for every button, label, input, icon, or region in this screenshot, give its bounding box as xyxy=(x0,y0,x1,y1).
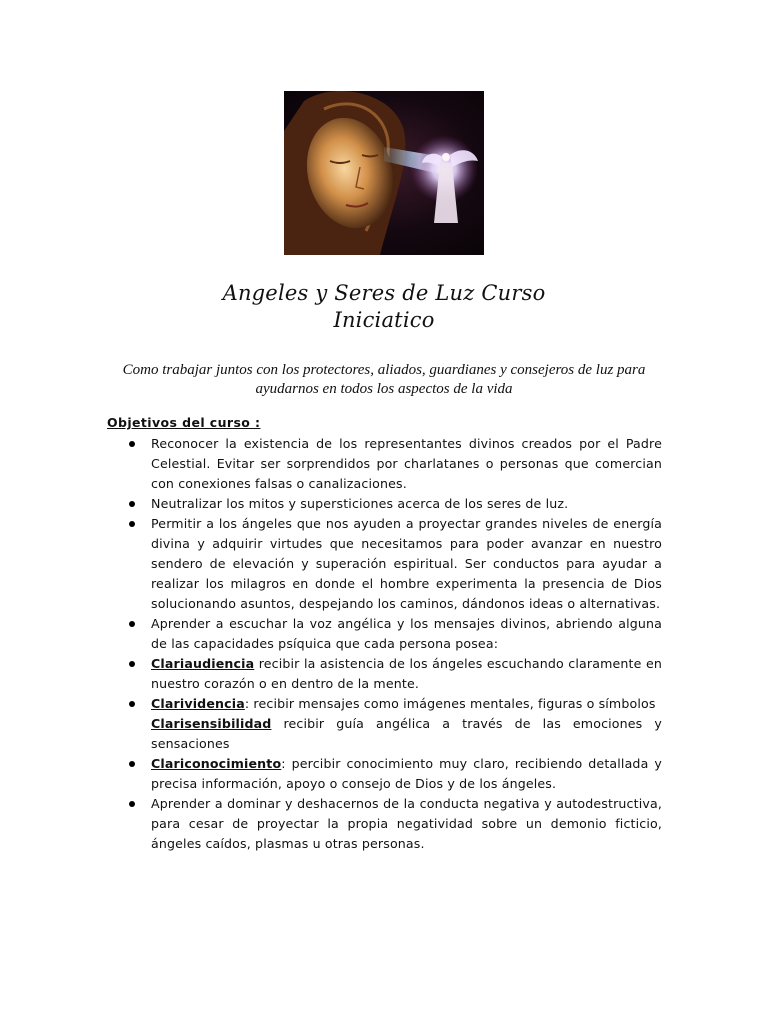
title-line-2: Iniciatico xyxy=(333,308,435,332)
bullet-icon xyxy=(129,761,135,767)
item-text: : percibir conocimiento muy claro, recibiendo detallada y precisa información, apoyo o consejo de Dios y de los ángeles. xyxy=(151,756,662,791)
bullet-icon xyxy=(129,661,135,667)
item-text: : recibir mensajes como imágenes mentales, figuras o símbolos xyxy=(244,696,656,711)
item-sub-text: recibir guía angélica a través de las emociones y sensaciones xyxy=(151,716,662,751)
item-keyword: Clariaudiencia xyxy=(151,656,255,671)
list-item xyxy=(128,694,662,754)
bullet-icon xyxy=(129,501,135,507)
item-text: Neutralizar los mitos y supersticiones acerca de los seres de luz. xyxy=(151,496,569,511)
list-item xyxy=(128,514,662,614)
objectives-heading: Objetivos del curso : xyxy=(107,415,261,430)
title-line-1: Angeles y Seres de Luz Curso xyxy=(222,281,546,305)
bullet-icon xyxy=(129,801,135,807)
item-text: Aprender a dominar y deshacernos de la conducta negativa y autodestructiva, para cesar de proyectar la propia negatividad sobre un demonio ficticio, ángeles caídos, plasmas u otras personas. xyxy=(151,796,662,851)
item-sub-keyword: Clarisensibilidad xyxy=(151,716,272,731)
item-text: Permitir a los ángeles que nos ayuden a proyectar grandes niveles de energía divina y adquirir virtudes que necesitamos para poder avanzar en nuestro sendero de elevación y superación espiritual. Ser conductos para ayudar a realizar los milagros en donde el hombre experimenta la presencia de Dios solucionando asuntos, despejando los caminos, dándonos ideas o alternativas. xyxy=(151,516,662,611)
objectives-list xyxy=(128,434,662,854)
document-subtitle: Como trabajar juntos con los protectores, aliados, guardianes y consejeros de luz para ayudarnos en todos los aspectos de la vida xyxy=(122,362,646,397)
bullet-icon xyxy=(129,441,135,447)
item-text: Aprender a escuchar la voz angélica y los mensajes divinos, abriendo alguna de las capacidades psíquica que cada persona posea: xyxy=(151,616,662,651)
bullet-icon xyxy=(129,521,135,527)
item-keyword: Clariconocimiento xyxy=(151,756,282,771)
list-item xyxy=(128,794,662,854)
list-item xyxy=(128,434,662,494)
list-item xyxy=(128,654,662,694)
bullet-icon xyxy=(129,621,135,627)
list-item xyxy=(128,614,662,654)
list-item xyxy=(128,754,662,794)
bullet-icon xyxy=(129,701,135,707)
item-text: Reconocer la existencia de los representantes divinos creados por el Padre Celestial. Evitar ser sorprendidos por charlatanes o personas que comercian con conexiones falsas o canalizaciones. xyxy=(151,436,662,491)
list-item xyxy=(128,494,662,514)
item-keyword: Clarividencia xyxy=(151,696,245,711)
document-title xyxy=(0,280,768,334)
item-subline xyxy=(151,714,662,754)
item-text: recibir la asistencia de los ángeles escuchando claramente en nuestro corazón o en dentro de la mente. xyxy=(151,656,662,691)
angel-face-illustration xyxy=(284,91,484,255)
